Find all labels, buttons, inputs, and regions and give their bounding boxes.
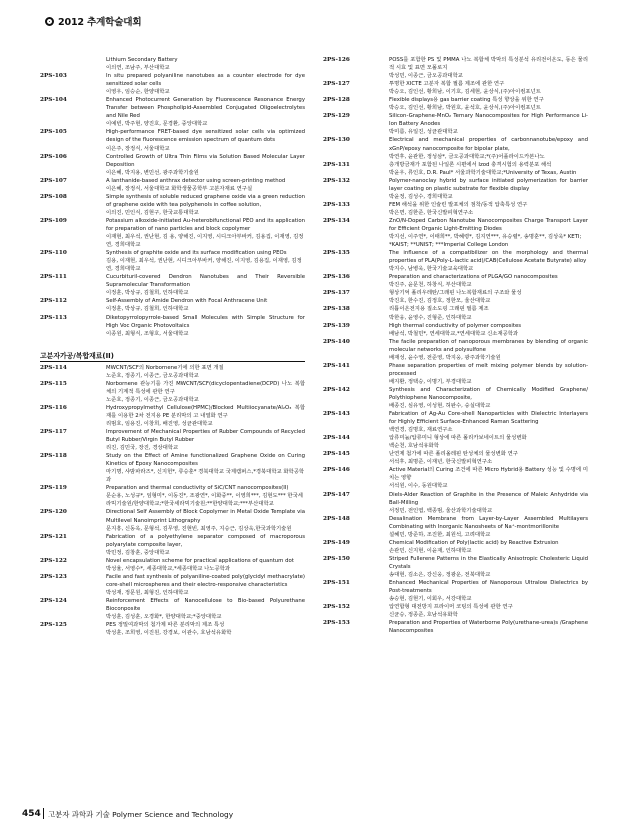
poster-entry (40, 314, 305, 338)
poster-title: In situ prepared polyaniline nanotubes as a counter electrode for dye sensitized solar cells (106, 73, 305, 88)
poster-entry (323, 410, 588, 434)
poster-entry (40, 249, 305, 273)
poster-title: Potassium alkoxide-initiated Au-heterobifunctional PEO and its application for preparation of nano particles and block copolymer (106, 217, 305, 232)
poster-entry (323, 177, 588, 201)
poster-code: 2PS-111 (40, 274, 67, 281)
poster-authors: 이의진, 민인식, 김현구, 한국교통대학교 (106, 209, 199, 216)
poster-authors: 배지환, 정택승, 이명기, 부경대학교 (389, 378, 472, 385)
poster-code: 2PS-125 (40, 622, 67, 629)
poster-authors: 박지선, 이주연*, 이태희**, 박혜령*, 김지연***, 유승렬*, 송명훈**, 김상욱* KETI; *KAIST; **UNIST; ***Imperial College London (389, 234, 582, 249)
poster-title: Fabrication of a polyethylene separator composed of macroporous polyarylate composite layer, (106, 533, 305, 548)
poster-code: 2PS-119 (40, 485, 67, 492)
poster-title: Chemical Modification of Poly(lactic acid) by Reactive Extrusion (389, 539, 559, 546)
poster-authors: 박성민, 이종근, 금오공과대학교 (389, 73, 463, 80)
poster-code: 2PS-129 (323, 113, 350, 120)
poster-code: 2PS-108 (40, 193, 67, 200)
poster-authors: 박윤우, 류인호, D.R. Paul* 서울과학기술대학교;*University of Texas, Austin (389, 169, 577, 176)
poster-entry (40, 428, 305, 452)
poster-title: Electrical and mechanical properties of carbonnanotube/epoxy and xGnP/epoxy nanocomposite for bipolar plate, (389, 137, 588, 152)
poster-authors: 이종원, 최형식, 조형호, 서울대학교 (106, 330, 189, 337)
poster-authors: 손관민, 신지현, 이윤재, 인하대학교 (389, 547, 472, 554)
poster-title: Synthesis and Characterization of Chemically Modified Graphene/ Polythiophene Nanocomposite, (389, 386, 588, 401)
poster-title: Simple synthesis of soluble reduced graphene oxide via a green reduction of graphene oxide with tea polyphenols in coffee solution, (106, 193, 305, 208)
poster-title: Novel encapsulation scheme for practical applications of quantum dot (106, 557, 294, 564)
poster-entry (40, 557, 305, 573)
poster-title: Reinforcement Effects of Nanocellulose to Bio-based Polyurethane Bioconposite (106, 598, 305, 613)
poster-code: 2PS-112 (40, 298, 67, 305)
poster-authors: 이정훈, 박상규, 김철희, 인하대학교 (106, 306, 189, 313)
poster-authors: 리진, 김민국, 장진, 경상대학교 (106, 445, 179, 452)
poster-entry (40, 96, 305, 128)
poster-code: 2PS-103 (40, 73, 67, 80)
poster-entry (40, 177, 305, 193)
poster-authors: 박연후, 윤관한, 정성삼*, 금오공과대학교;*(주)어플라이드카본나노 (389, 153, 545, 160)
poster-entry (323, 305, 588, 321)
poster-title: Preparation and thermal conductivity of SiC/CNT nanocomposites(II) (106, 485, 289, 492)
poster-code: 2PS-152 (323, 604, 350, 611)
poster-title: Flexible displays용 gas barrier coating 특성 향상을 위한 연구 (389, 97, 544, 104)
poster-title: Enhanced Mechanical Properties of Nanoporous Ultralow Dielectrics by Post-treatments (389, 580, 588, 595)
poster-code: 2PS-141 (323, 362, 350, 369)
poster-title: Improvement of Mechanical Properties of Rubber Compounds of Recycled Butyl Rubber/Virgin Butyl Rubber (106, 429, 305, 444)
poster-title: Preparation and characterizations of PLGA/GO nanocomposites (389, 274, 558, 281)
journal-name: 고분자 과학과 기술 Polymer Science and Technology (48, 810, 234, 819)
poster-title: Synthesis of graphite oxide and its surface modification using PEOs (106, 250, 287, 257)
section-heading: 고분자가공/복합재료(II) (40, 350, 305, 362)
poster-entry (323, 161, 588, 177)
poster-title: Diels-Alder Reaction of Graphite in the Presence of Maleic Anhydride via Ball-Milling (389, 491, 588, 506)
poster-authors: 박성재, 정문원, 최형진, 인하대학교 (106, 589, 189, 596)
poster-title: Self-Assembly of Amide Dendron with Focal Anthracene Unit (106, 298, 268, 305)
poster-title: POSS를 포함한 PS 및 PMMA 나노 복합체 박막의 특성분석 유리전이온도, 동은 물리적 시효 및 표면 모폴로지 (389, 57, 588, 72)
poster-authors: 박성훈, 조희영, 이진원, 강경보, 이관수, 호남석유화학 (106, 630, 232, 637)
poster-title: ZnO/N-Doped Carbon Nanotube Nanocomposites Charge Transport Layer for Efficient Organic Light-Emitting Diodes (389, 217, 588, 232)
poster-authors: 이영우, 임승순, 한양대학교 (106, 89, 170, 96)
poster-authors: 배남석, 박철민*, 연세대학교,*연세대학교 신소재공학과 (389, 330, 519, 337)
poster-code: 2PS-109 (40, 217, 67, 224)
poster-code: 2PS-115 (40, 380, 67, 387)
poster-entry (40, 217, 305, 249)
poster-authors: 김용, 이재현, 최우석, 권난현, 시디크아부바커, 양해진, 이지영, 김용집, 이재영, 김정연, 경희대학교 (106, 258, 302, 273)
poster-code: 2PS-123 (40, 573, 67, 580)
poster-entry (323, 338, 588, 362)
poster-authors: 이의연, 조남주, 부산대학교 (106, 65, 170, 72)
poster-entry (40, 597, 305, 621)
poster-title: 형상기억 폴리우레탄/그래핀 나노복합재료의 구조와 물성 (389, 290, 522, 297)
poster-authors: 박진주, 윤문천, 하창식, 부산대학교 (389, 282, 472, 289)
poster-title: Lithium Secondary Battery (106, 57, 178, 63)
poster-title: 압연합형 대전방지 프라이머 코팅의 특성에 관한 연구 (389, 604, 513, 611)
poster-entry (323, 386, 588, 410)
poster-authors: 이은혜, 박지용, 변민선, 광주과학기술원 (106, 169, 199, 176)
poster-code: 2PS-137 (323, 290, 350, 297)
poster-code: 2PS-145 (323, 451, 350, 458)
poster-authors: 노준호, 정종기, 이종근, 금오공과대학교 (106, 372, 199, 379)
poster-code: 2PS-120 (40, 509, 67, 516)
poster-entry (323, 555, 588, 579)
poster-code: 2PS-107 (40, 177, 67, 184)
poster-entry (323, 289, 588, 305)
poster-entry (323, 201, 588, 217)
right-column (323, 56, 588, 635)
poster-authors: 신균승, 정종준, 호남석유화학 (389, 612, 458, 619)
poster-entry (323, 112, 588, 136)
poster-entry (40, 484, 305, 508)
left-column (40, 56, 305, 637)
poster-authors: 송대현, 김소은, 강신웅, 정광운, 전북대학교 (389, 572, 491, 578)
poster-authors: 노준호, 정종기, 이종근, 금오공과대학교 (106, 396, 199, 403)
poster-title: Diketopyrrolopyrrole-based Small Molecules with Simple Structure for High Voc Organic Photovoltaics (106, 314, 305, 329)
poster-title: Enhanced Photocurrent Generation by Fluorescence Resonance Energy Transfer between Phospholipid-Assembled Conjugated Oligoelectrolytes and Nile Red (106, 97, 305, 120)
poster-title: Cucurbituril-covered Dendron Nanotubes and Their Reversible Supramolecular Transformation (106, 274, 305, 289)
poster-title: The influence of a compatibilizer on the morphology and thermal properties of PLA(Poly-L-lactic acid)/CAB(Cellulose Acetate Butyrate) alloy (389, 250, 588, 265)
poster-title: Hydroxypropylmethyl Cellulose(HPMC)/Blocked Multiiocyanate/Al₂O₃ 복합재를 이용한 2차 전지용 PE 분리막의 고 내열화 연구 (106, 404, 305, 419)
poster-authors: 박윤정, 김성수, 경희대학교 (389, 193, 453, 200)
poster-code: 2PS-113 (40, 314, 67, 321)
poster-title: Striped Fullerene Patterns in the Elastically Anisotropic Cholesteric Liquid Crystals (389, 555, 588, 570)
poster-code: 2PS-110 (40, 250, 67, 257)
poster-authors: 백연경, 김명호, 재료연구소 (389, 427, 453, 434)
poster-title: Phase separation properties of melt mixing polymer blends by solution-processed (389, 362, 588, 377)
poster-entry (40, 533, 305, 557)
poster-entry (40, 128, 305, 152)
poster-entry (323, 515, 588, 539)
poster-entry (323, 217, 588, 249)
poster-authors: 박민정, 김창훈, 중앙대학교 (106, 549, 170, 556)
poster-code: 2PS-130 (323, 137, 350, 144)
poster-code: 2PS-133 (323, 201, 350, 208)
poster-entry (40, 72, 305, 96)
poster-authors: 서석원, 이수, 동원대학교 (389, 483, 448, 490)
poster-code: 2PS-126 (323, 57, 350, 63)
poster-authors: 서정민, 전인엽, 백종범, 울산과학기술대학교 (389, 507, 493, 514)
poster-title: 투명한 XICTE 고분자 복합 필름 제조에 관한 연구 (389, 81, 505, 88)
poster-authors: 마기명, 샤밤파라즈*, 신지헌*, 류승훈* 경북대학교 국제캠퍼스,*경북대학교 화학공학과 (106, 469, 305, 484)
poster-title: 압류미늄/압류미니 형상에 따른 폴리카보네이트의 물성변화 (389, 435, 527, 442)
poster-title: Silicon-Graphene-MnO₂ Ternary Nanocomposites for High Performance Li-Ion Battery Anodes (389, 113, 588, 128)
poster-authors: 리범호, 임용진, 이창희, 배진영, 성균관대학교 (106, 420, 213, 427)
poster-code: 2PS-140 (323, 338, 350, 345)
poster-title: Study on the Effect of Amine functionalized Graphene Oxide on Curing Kinetics of Epoxy Nanocomposites (106, 453, 305, 468)
poster-entry (323, 136, 588, 160)
poster-authors: 박성훈, 김성훈, 오경화*, 한양대학교;*중앙대학교 (106, 614, 222, 621)
poster-code: 2PS-121 (40, 533, 67, 540)
poster-code: 2PS-116 (40, 404, 67, 411)
poster-entry (323, 249, 588, 273)
poster-authors: 설혜민, 방준하, 조진한, 최원석, 고려대학교 (389, 531, 491, 538)
poster-entry (323, 579, 588, 603)
poster-entry (323, 603, 588, 619)
poster-entry (40, 364, 305, 380)
poster-code: 2PS-106 (40, 153, 67, 160)
poster-code: 2PS-131 (323, 161, 350, 168)
poster-title: MWCNT/SCF의 Norbornene기에 의한 표면 개질 (106, 364, 224, 371)
poster-code: 2PS-104 (40, 97, 67, 104)
poster-authors: 이재현, 최우석, 권난현, 김 용, 양해진, 이지영, 시디크아부바커, 김용집, 이재영, 김정연, 경희대학교 (106, 234, 304, 249)
page-footer (0, 802, 621, 822)
poster-authors: 문순용, 노성규*, 임형미*, 이동진*, 조광연*, 이화중**, 이영희***, 김현도*** 한국세라믹기술원/한양대학교;*한국세라믹기술원;**한양대학교;***부산대학교 (106, 493, 303, 508)
poster-entry (323, 96, 588, 112)
poster-entry (40, 273, 305, 297)
poster-code: 2PS-138 (323, 306, 350, 313)
poster-authors: 이은주, 장정식, 서울대학교 (106, 145, 170, 152)
poster-entry (40, 404, 305, 428)
poster-authors: 배종진, 심유영, 이성현, 허완수, 숭실대학교 (389, 403, 491, 410)
right-entry-list (323, 56, 588, 635)
poster-code: 2PS-132 (323, 177, 350, 184)
poster-code: 2PS-134 (323, 217, 350, 224)
poster-authors: 박한웅, 윤영수, 진형준, 인하대학교 (389, 314, 472, 321)
poster-authors: 이예빈, 박주현, 양진호, 문경환, 중앙대학교 (106, 121, 208, 128)
poster-authors: 이정훈, 박상규, 김철희, 인하대학교 (106, 290, 189, 297)
poster-title: 리튬이온전지용 질소도핑 그래핀 필름 제조 (389, 306, 489, 313)
poster-entry (40, 193, 305, 217)
poster-code: 2PS-148 (323, 515, 350, 522)
poster-entry (323, 491, 588, 515)
page-number: 454 (22, 809, 41, 819)
poster-title: Controlled Growth of Ultra Thin Films via Solution Based Molecular Layer Deposition (106, 153, 305, 168)
poster-title: Desalination Membrane from Layer-by-Layer Assembled Multilayers Combinating with Inorganic Nanosheets of Na⁺-montmorillonite (389, 515, 588, 530)
poster-code: 2PS-105 (40, 129, 67, 136)
poster-authors: 박미름, 유일진, 성균관대학교 (389, 129, 458, 136)
poster-title: Polymer-nanoclay hybrid by surface initiated polymerization for barrier layer coating on plastic substrate for flexible display (389, 177, 588, 192)
poster-title: The facile preparation of nanoporous membranes by blending of organic molecular networks and polysulfone (389, 338, 588, 353)
poster-authors: 박승오, 김인선, 황희남, 이기호, 김세현, 윤상식,(주)아이컴포넌트 (389, 89, 541, 96)
poster-entry (40, 452, 305, 484)
poster-code: 2PS-143 (323, 411, 350, 418)
poster-authors: 서석후, 최명준, 이재년, 한국신발피혁연구소 (389, 459, 493, 466)
poster-authors: 박은면, 김한준, 한국신발피혁연구소 (389, 209, 474, 216)
poster-title: FEM 해석을 위한 인슐린 발포체의 점착/동적 압축특성 연구 (389, 201, 528, 208)
poster-title: 난연제 첨가에 따른 폴리올레핀 탄성체의 물성변화 연구 (389, 451, 518, 458)
target-icon (45, 17, 54, 26)
poster-title: Facile and fast synthesis of polyaniline-coated poly(glycidyl methacrylate) core-shell microspheres and their electro-responsive characteristics (106, 573, 305, 588)
page-header (0, 0, 621, 50)
poster-entry (40, 297, 305, 313)
poster-authors: 이은혜, 장정식, 서울대학교 화학생물공학부 고분자재료 연구실 (106, 185, 253, 192)
poster-code: 2PS-118 (40, 453, 67, 460)
poster-entry (40, 380, 305, 404)
poster-title: Norbornene 관능기를 가진 MWCNT/SCF(dicyclopentadiene(DCPD) 나노 복합체의 기계적 특성에 관한 연구 (106, 380, 305, 395)
poster-code: 2PS-147 (323, 491, 350, 498)
poster-code: 2PS-122 (40, 557, 67, 564)
poster-authors: 박진호, 한수진, 김정호, 정한모, 울산대학교 (389, 298, 491, 305)
poster-title: High-performance FRET-based dye sensitized solar cells via optimized design of the fluorescence emission spectrum of quantum dots (106, 129, 305, 144)
poster-entry (323, 273, 588, 289)
poster-code: 2PS-136 (323, 274, 350, 281)
poster-entry (40, 508, 305, 532)
poster-authors: 박지수, 남병욱, 한국기술교육대학교 (389, 266, 474, 273)
poster-code: 2PS-142 (323, 386, 350, 393)
poster-code: 2PS-146 (323, 467, 350, 474)
poster-code: 2PS-139 (323, 322, 350, 329)
poster-title: Directional Self Assembly of Block Copolymer in Metal Oxide Template via Multilevel Nanoimprint Lithography (106, 509, 305, 524)
poster-title: Fabrication of Ag-Au Core-shell Nanoparticles with Dielectric Interlayers for Highly Efficient Surface-Enhanced Raman Scattering (389, 411, 588, 426)
poster-title: Active Material의 Curing 조건에 따른 Micro Hybrid용 Battery 성능 및 수명에 미치는 영향 (389, 467, 588, 482)
poster-code: 2PS-150 (323, 555, 350, 562)
poster-code: 2PS-117 (40, 429, 67, 436)
poster-entry (40, 573, 305, 597)
poster-authors: 박성율, 서영수*, 세종대학교,*세종대학교 나노공학과 (106, 565, 230, 572)
poster-authors: 배재성, 윤수영, 전준영, 박지웅, 광주과학기술원 (389, 354, 501, 361)
poster-code: 2PS-135 (323, 250, 350, 257)
poster-entry (323, 450, 588, 466)
poster-code: 2PS-128 (323, 97, 350, 104)
poster-title: Preparation and Properties of Waterborne Poly(urethane-urea)s /Graphene Nanocomposites (389, 620, 588, 635)
poster-entry (323, 539, 588, 555)
poster-code: 2PS-149 (323, 539, 350, 546)
poster-code: 2PS-151 (323, 580, 350, 587)
left-entry-list-2 (40, 364, 305, 638)
poster-entry (40, 621, 305, 637)
conference-title: 2012 추계학술대회 (58, 17, 142, 28)
poster-entry (323, 56, 588, 80)
poster-entry (323, 434, 588, 450)
poster-title: High thermal conductivity of polymer composites (389, 322, 522, 329)
poster-entry (323, 322, 588, 338)
poster-entry (40, 56, 305, 72)
poster-title: A lanthanide-based anthrax detector using screen-printing method (106, 177, 286, 184)
poster-code: 2PS-153 (323, 620, 350, 627)
poster-title: PES 정밀여과막의 첨가제 따른 분리막의 제조 특성 (106, 622, 225, 629)
poster-code: 2PS-127 (323, 81, 350, 88)
poster-code: 2PS-124 (40, 598, 67, 604)
poster-authors: 백순천, 호남석유화학 (389, 443, 439, 450)
poster-code: 2PS-144 (323, 435, 350, 442)
footer-divider (43, 808, 44, 819)
poster-title: 층개방금재가 포함된 나일론 시편에서 Izod 충격시험의 용력분포 해석 (389, 161, 552, 168)
poster-entry (323, 619, 588, 635)
left-entry-list (40, 56, 305, 338)
poster-code: 2PS-114 (40, 364, 67, 371)
poster-entry (323, 80, 588, 96)
poster-entry (40, 153, 305, 177)
poster-authors: 문지흥, 신동옥, 문형석, 김무영, 진현빈, 최영주, 지승근, 김상욱,한국과학기술원 (106, 525, 292, 532)
poster-entry (323, 466, 588, 490)
poster-authors: 박승오, 김인선, 황희남, 박원호, 윤석호, 윤상식,(주)아이컴포넌트 (389, 105, 541, 112)
poster-entry (323, 362, 588, 386)
poster-authors: 송승현, 김현기, 이회우, 서강대학교 (389, 596, 472, 603)
